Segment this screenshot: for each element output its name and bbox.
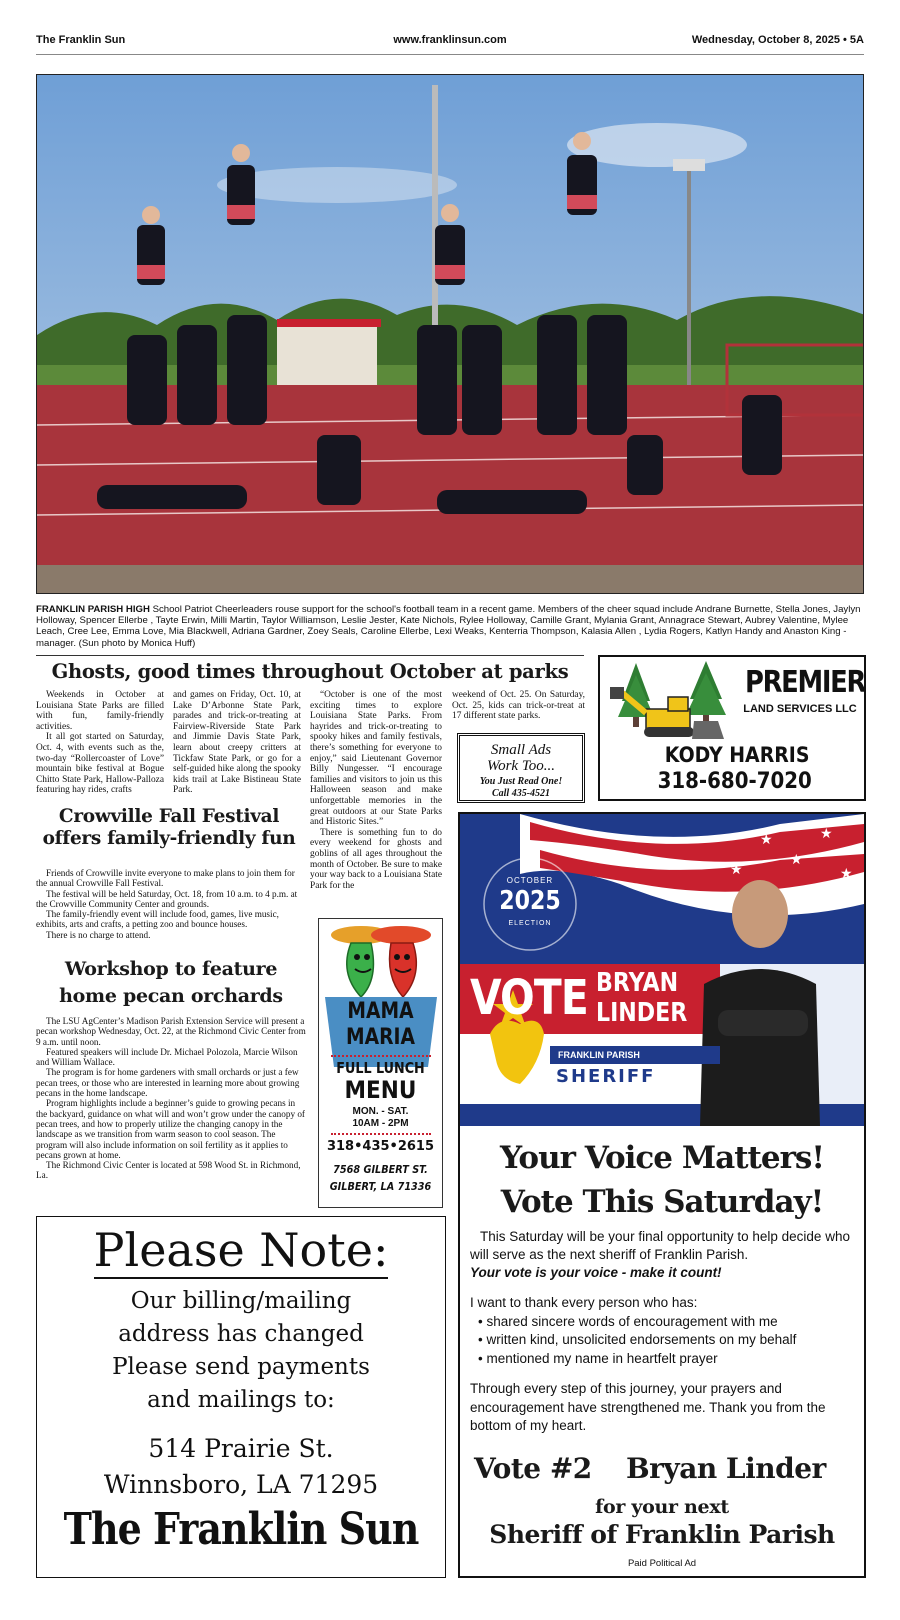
note-addr2: Winnsboro, LA 71295 [103, 1470, 379, 1499]
candidate-name-banner [596, 968, 698, 1028]
ghosts-para: There is something fun to do every weekend for ghosts and goblins of all ages throughout the month of October. Be sure to make your way back to a Louisiana State Park for the [310, 827, 442, 891]
premier-ad[interactable] [598, 655, 866, 801]
paid-political-ad: Paid Political Ad [627, 1558, 697, 1569]
mama-name-line2: MARIA [346, 1025, 415, 1050]
crowville-para: Friends of Crowville invite everyone to make plans to join them for the annual Crowville Fall Festival. [36, 868, 295, 889]
svg-text:★: ★ [790, 853, 803, 868]
mama-days: MON. - SAT. [352, 1106, 409, 1117]
badge-year: 2025 [499, 886, 561, 916]
note-line: and mailings to: [147, 1387, 335, 1413]
title-line: Sheriff of Franklin Parish [489, 1520, 835, 1549]
svg-text:★: ★ [840, 867, 853, 882]
mama-addr2: GILBERT, LA 71336 [329, 1180, 432, 1193]
premier-sub: LAND SERVICES LLC [743, 703, 857, 715]
svg-text:★: ★ [730, 863, 743, 878]
crowville-para: The festival will be held Saturday, Oct. 18, from 10 a.m. to 4 p.m. at the Crowville Community Center and grounds. [36, 888, 298, 909]
crowville-headline [36, 806, 302, 850]
ghosts-col-2 [173, 690, 301, 796]
mama-hours: 10AM - 2PM [352, 1118, 409, 1129]
vote-closing: Through every step of this journey, your prayers and encouragement have strengthened me. Thank you from the bottom of my heart. [470, 1381, 826, 1433]
pecan-headline [36, 956, 306, 1010]
note-address [37, 1431, 445, 1503]
ghosts-col-4 [452, 690, 585, 722]
mama-maria-ad[interactable] [318, 918, 443, 1208]
office-label: SHERIFF [556, 1066, 656, 1087]
mama-name-line1: MAMA [347, 999, 414, 1024]
ghosts-para: “October is one of the most exciting times to explore Louisiana State Parks. From hayrides and trick-or-treating to spooky hikes and family festivals, there’s something for everyone to enjoy,” said Lieutenant Governor Billy Nungesser. “I encourage families and visitors to join us this Halloween season and make unforgettable memories in the great outdoors at our State Parks and Historic Sites.” [310, 690, 442, 828]
crowville-para: There is no charge to attend. [46, 929, 151, 940]
vote-headline-line2: Vote This Saturday! [500, 1184, 824, 1220]
photo-caption [36, 604, 864, 649]
vote-word: VOTE [470, 970, 588, 1026]
please-note-box [36, 1216, 446, 1578]
ghosts-para: and games on Friday, Oct. 10, at Lake D’Arbonne State Park, parades and trick-or-treating at Fairview-Riverside State Park and Jimmie Davis State Park, learn about creepy critters at Tickfaw State Park, or go for a self-guided hike along the spooky kids trail at Lake Bistineau State Park. [173, 690, 301, 796]
candidate-name: Bryan Linder [626, 1452, 826, 1485]
for-line: for your next [595, 1496, 729, 1518]
mama-line2: MENU [344, 1076, 417, 1104]
small-ads-line1: Small Ads [490, 742, 552, 758]
ghosts-top-rule [36, 655, 584, 656]
vote-bullet: • shared sincere words of encouragement with me [478, 1313, 778, 1329]
premier-phone[interactable]: 318-680-7020 [657, 769, 812, 794]
chili-peppers-icon [327, 923, 435, 1001]
pecan-para: The program is for home gardeners with small orchards or just a few pecan trees, or those who are interested in learning more about growing pecans in the home landscape. [36, 1067, 300, 1099]
vote-linder-ad[interactable] [458, 812, 866, 1578]
small-ads-line2: Work Too... [486, 758, 556, 774]
mama-phone[interactable]: 318•435•2615 [326, 1139, 435, 1154]
premier-name: PREMIER [744, 665, 866, 700]
note-line: Our billing/mailing [130, 1288, 352, 1314]
vote-intro-text: This Saturday will be your final opportunity to help decide who will serve as the next sheriff of Franklin Parish. [470, 1229, 850, 1262]
crowville-headline-line2: offers family-friendly fun [42, 828, 296, 849]
cheer-photo [36, 74, 864, 594]
crowville-para: The family-friendly event will include food, games, live music, exhibits, arts and crafts, a petting zoo and bounce houses. [36, 909, 279, 930]
note-lines [37, 1285, 445, 1417]
note-addr1: 514 Prairie St. [148, 1434, 334, 1463]
note-title: Please Note: [93, 1223, 389, 1277]
note-masthead: The Franklin Sun [63, 1502, 419, 1555]
caption-lead: FRANKLIN PARISH HIGH [36, 604, 150, 615]
vote-intro [470, 1228, 856, 1282]
ghosts-col-1 [36, 690, 164, 796]
svg-text:★: ★ [760, 833, 773, 848]
pecan-para: Program highlights include a beginner’s guide to growing pecans in the backyard, guidance on what will and won’t grow under the canopy of pecan trees, and how to properly utilize the changing canopy in the landscape as we transition from warm season to cool season. The program will also include information on soil fertility as it applies to pecans grown at home. [36, 1098, 305, 1160]
caption-body: School Patriot Cheerleaders rouse support for the school's football team in a recent game. Members of the cheer squad include Andrane Burnette, Stella Jones, Jaylyn Holloway, Spencer Ellerbe , Tayte Erwin, Milli Martin, Taylor Williamson, Leslie Jester, Kate Nichols, Rylee Holloway, Camille Grant, Mylania Grant, Annagrace Stewart, Aubrey Valentine, Mylee Leach, Cree Lee, Emma Love, Mia Blackwell, Adriana Gardner, Zoey Seals, Caroline Ellerbe, Lexi Weaks, Kenterria Thompson, Kalasia Allen , Lydia Rogers, Katlyn Handy and Anaston King - manager. (Sun photo by Monica Huff) [36, 604, 861, 649]
pecan-para: Featured speakers will include Dr. Michael Polozola, Marcie Wilson and William Wallace. [36, 1046, 298, 1068]
ghosts-para: weekend of Oct. 25. On Saturday, Oct. 25, kids can trick-or-treat at 17 different state parks. [452, 690, 585, 722]
parish-label: FRANKLIN PARISH [550, 1046, 720, 1064]
crowville-body [36, 868, 306, 940]
pecan-body [36, 1016, 306, 1181]
mama-line1: FULL LUNCH [336, 1059, 425, 1077]
vote-headline-line1: Your Voice Matters! [500, 1140, 824, 1176]
pecan-headline-line2: home pecan orchards [59, 985, 283, 1007]
vote-bullet: • mentioned my name in heartfelt prayer [478, 1350, 718, 1366]
badge-month: OCTOBER [506, 876, 554, 885]
pecan-headline-line1: Workshop to feature [64, 958, 278, 980]
vote-intro-em: Your vote is your voice - make it count! [470, 1265, 722, 1280]
website[interactable]: www.franklinsun.com [393, 34, 507, 46]
note-line: Please send payments [112, 1354, 370, 1380]
vote-banner [460, 814, 864, 1126]
premier-contact: KODY HARRIS [664, 743, 810, 767]
badge-word: ELECTION [508, 920, 552, 927]
first-name: BRYAN [596, 968, 679, 998]
pecan-para: The Richmond Civic Center is located at 598 Wood St. in Richmond, La. [36, 1160, 301, 1181]
vote-thanks [470, 1294, 856, 1368]
header-rule [36, 54, 864, 55]
vote-headline [460, 1136, 864, 1224]
ghosts-para: It all got started on Saturday, Oct. 4, with events such as the, two-day “Rollercoaster of Love” mountain bike festival at Bogue Chitto State Park, Hallow-Palloza featuring hay rides, crafts [36, 732, 164, 796]
vote-thanks-text: I want to thank every person who has: [470, 1295, 698, 1310]
date-page: Wednesday, October 8, 2025 • 5A [691, 34, 864, 46]
vote-number: Vote #2 [474, 1452, 592, 1485]
vote-bullet: • written kind, unsolicited endorsements on my behalf [478, 1332, 797, 1347]
small-ads-box[interactable] [457, 733, 585, 803]
pecan-para: The LSU AgCenter’s Madison Parish Extension Service will present a pecan workshop Wednesday, Oct. 22, at the Richmond Civic Center from 9 a.m. until noon. [36, 1016, 306, 1047]
small-ads-phone[interactable]: Call 435-4521 [491, 788, 551, 799]
excavator-trees-icon [606, 661, 736, 743]
ghosts-headline: Ghosts, good times throughout October at parks [51, 660, 569, 683]
last-name: LINDER [596, 998, 688, 1028]
small-ads-line3: You Just Read One! [479, 776, 563, 787]
crowville-headline-line1: Crowville Fall Festival [58, 806, 280, 827]
mama-name [328, 999, 433, 1051]
ghosts-para: Weekends in October at Louisiana State Parks are filled with fun, family-friendly activities. [36, 690, 164, 732]
paper-name: The Franklin Sun [36, 34, 126, 46]
svg-text:★: ★ [820, 827, 833, 842]
mama-addr1: 7568 GILBERT ST. [333, 1163, 428, 1176]
ghosts-col-3 [310, 690, 442, 891]
note-line: address has changed [118, 1321, 364, 1347]
